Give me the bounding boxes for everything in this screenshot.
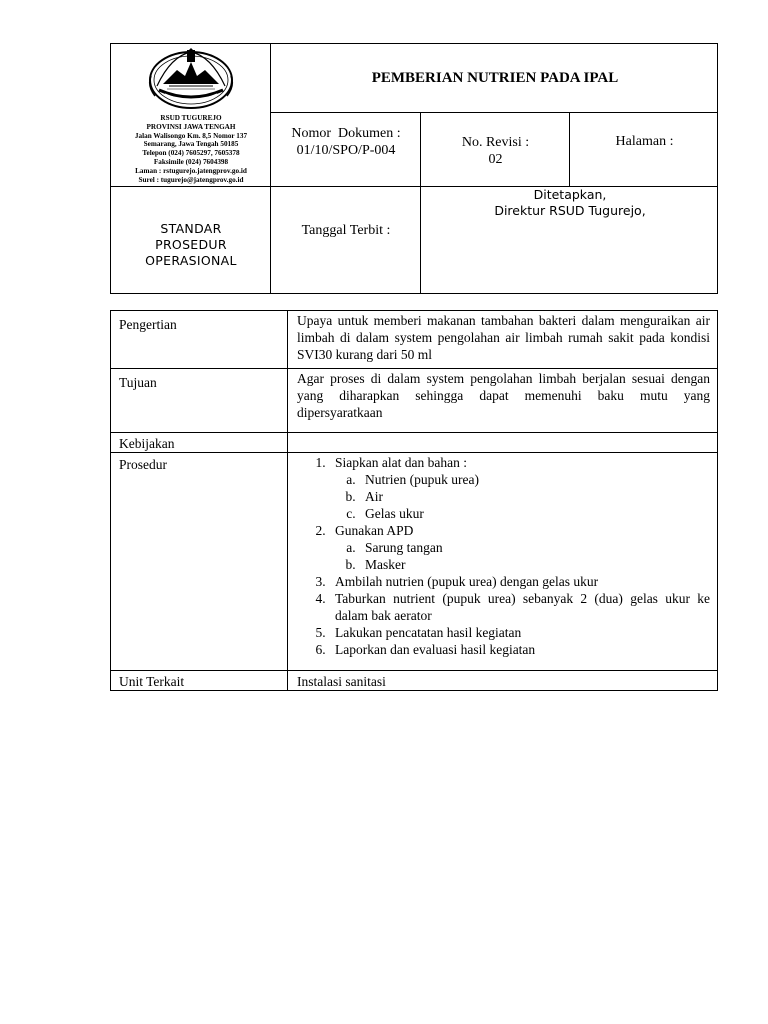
row-unit-terkait [111, 671, 718, 691]
central-java-emblem-logo [147, 46, 235, 112]
step-1-b: b. Air [359, 488, 710, 505]
nomor-dokumen-label: Nomor Dokumen : [291, 126, 401, 141]
step-2-sublist [335, 539, 710, 573]
revisi-cell [421, 113, 570, 187]
step-2-b: b. Masker [359, 556, 710, 573]
procedure-table [110, 310, 718, 691]
step-1-c: c. Gelas ukur [359, 505, 710, 522]
step-2: 2. Gunakan APD a. Sarung tangan b. Masker [329, 522, 710, 573]
tanggal-terbit-label: Tanggal Terbit : [301, 223, 391, 238]
pengertian-text: Upaya untuk memberi makanan tambahan bakteri dalam menguraikan air limbah di dalam system pengolahan air limbah rumah sakit pada kondisi SVI30 kurang dari 50 ml [288, 311, 718, 369]
hospital-fax: Faksimile (024) 7604398 [153, 157, 229, 166]
hospital-phone: Telepon (024) 7605297, 7605378 [142, 149, 240, 158]
row-kebijakan [111, 433, 718, 453]
hospital-address: Jalan Walisongo Km. 8,5 Nomor 137 [134, 131, 248, 140]
row-tujuan [111, 369, 718, 433]
halaman-label: Halaman : [615, 134, 674, 149]
revisi-label: No. Revisi : [461, 135, 530, 150]
hospital-name: RSUD TUGUREJO [160, 114, 222, 122]
ditetapkan-cell [421, 187, 719, 295]
revisi-value: 02 [488, 152, 503, 167]
tanggal-terbit-cell [271, 187, 421, 295]
step-3: 3. Ambilah nutrien (pupuk urea) dengan gelas ukur [329, 573, 710, 590]
kebijakan-label: Kebijakan [111, 433, 288, 453]
hospital-email: Surel : tugurejo@jatengprov.go.id [138, 175, 244, 184]
nomor-dokumen-cell [271, 113, 421, 187]
tujuan-label: Tujuan [111, 369, 288, 433]
halaman-cell [570, 113, 719, 187]
row-prosedur [111, 453, 718, 671]
step-1-a: a. Nutrien (pupuk urea) [359, 471, 710, 488]
hospital-province: PROVINSI JAWA TENGAH [146, 122, 236, 131]
row-pengertian [111, 311, 718, 369]
kebijakan-text [288, 433, 718, 453]
hospital-info [111, 114, 271, 184]
prosedur-steps [288, 453, 718, 671]
document-header [110, 43, 718, 294]
step-1: 1. Siapkan alat dan bahan : a. Nutrien (pupuk urea) b. Air c. Gelas ukur [329, 454, 710, 522]
hospital-city: Semarang, Jawa Tengah 50185 [143, 140, 239, 149]
hospital-website: Laman : rstugurejo.jatengprov.go.id [135, 166, 247, 175]
logo-cell [111, 44, 271, 187]
step-5: 5. Lakukan pencatatan hasil kegiatan [329, 624, 710, 641]
unit-terkait-label: Unit Terkait [111, 671, 288, 691]
nomor-dokumen-value: 01/10/SPO/P-004 [296, 143, 396, 158]
prosedur-label: Prosedur [111, 453, 288, 671]
spo-line-3: OPERASIONAL [145, 253, 237, 268]
step-1-sublist [335, 471, 710, 522]
step-4: 4. Taburkan nutrient (pupuk urea) sebanyak 2 (dua) gelas ukur ke dalam bak aerator [329, 590, 710, 624]
ditetapkan-label: Ditetapkan, [533, 187, 607, 202]
step-6: 6. Laporkan dan evaluasi hasil kegiatan [329, 641, 710, 658]
spo-line-1: STANDAR [160, 221, 222, 236]
prosedur-list [297, 454, 710, 658]
direktur-label: Direktur RSUD Tugurejo, [494, 203, 646, 218]
pengertian-label: Pengertian [111, 311, 288, 369]
step-2-a: a. Sarung tangan [359, 539, 710, 556]
document-title: PEMBERIAN NUTRIEN PADA IPAL [371, 70, 619, 86]
tujuan-text: Agar proses di dalam system pengolahan limbah berjalan sesuai dengan yang diharapkan sehingga dapat memenuhi baku mutu yang dipersyaratkaan [288, 369, 718, 433]
unit-terkait-text: Instalasi sanitasi [288, 671, 718, 691]
spo-line-2: PROSEDUR [155, 237, 227, 252]
spo-cell [111, 187, 271, 295]
